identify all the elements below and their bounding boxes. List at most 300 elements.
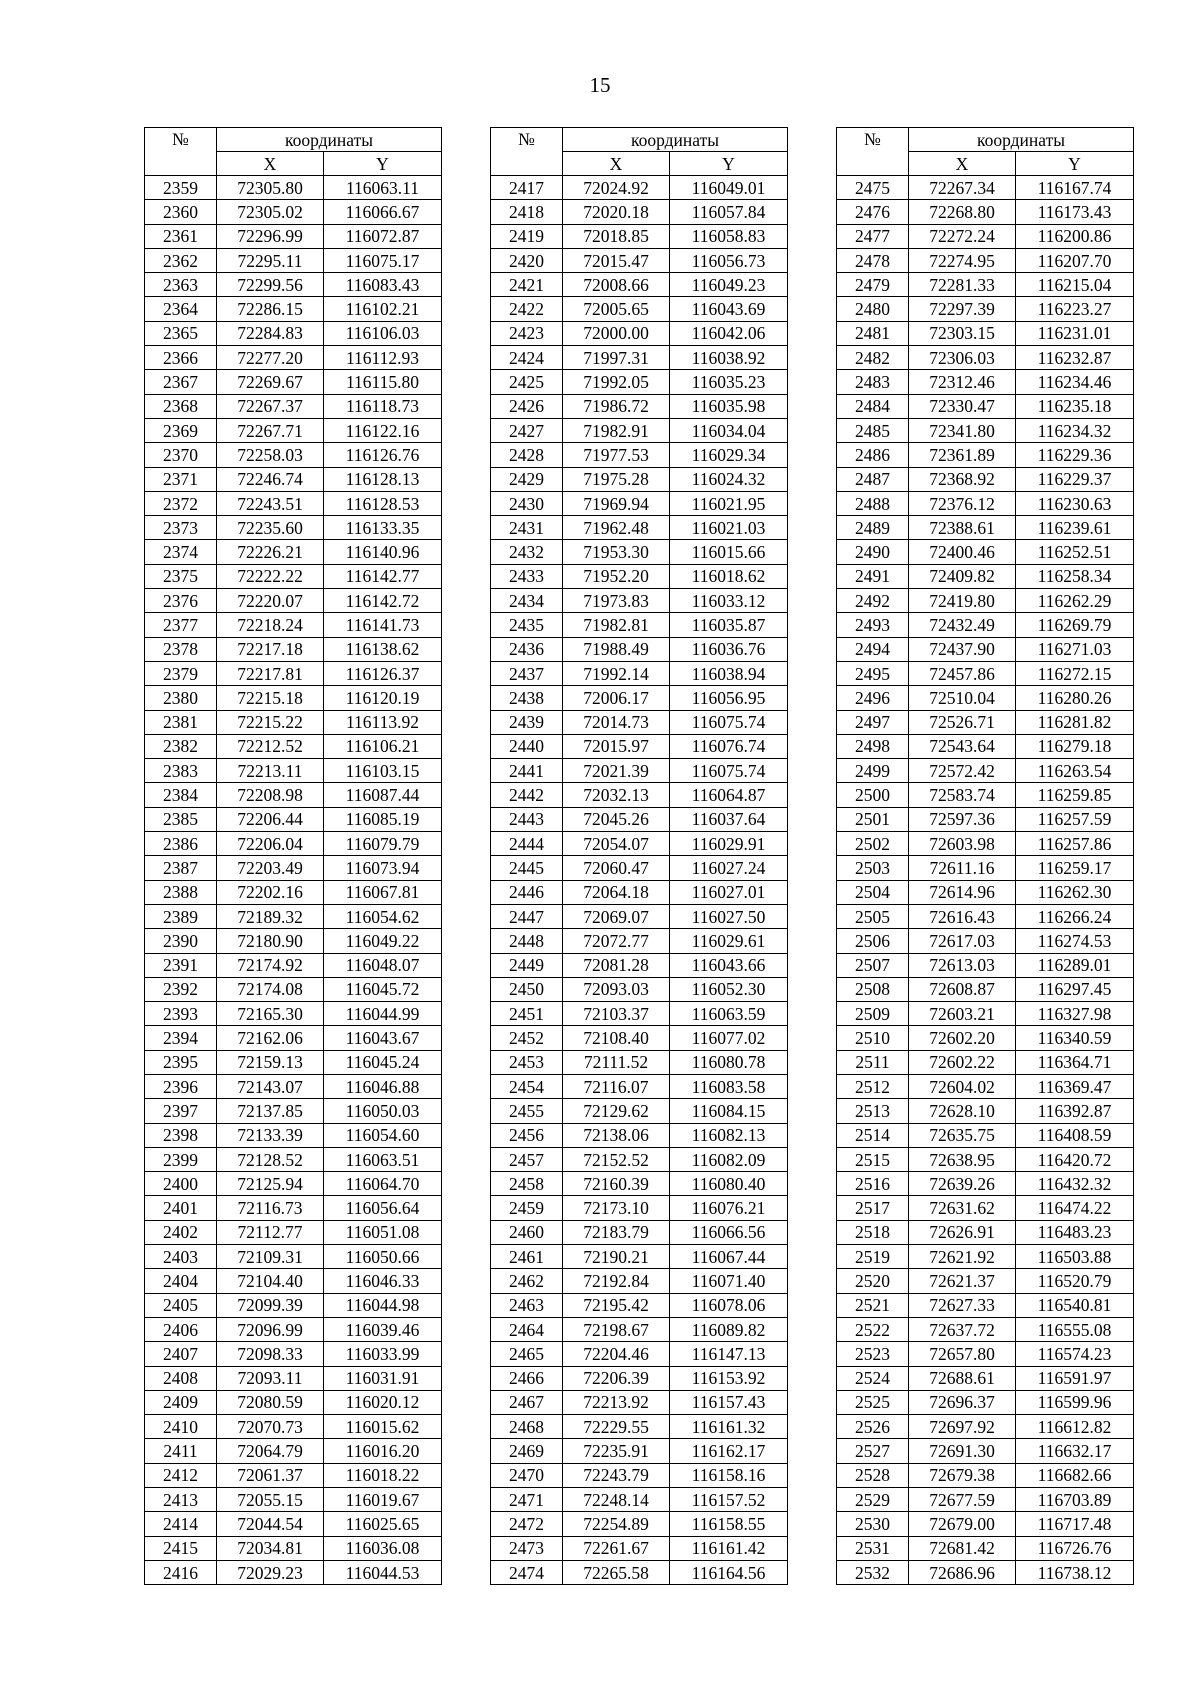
table-row xyxy=(491,1390,788,1414)
coord-x: 72679.00 xyxy=(909,1512,1016,1536)
table-row xyxy=(145,1488,442,1512)
table-row xyxy=(491,1342,788,1366)
table-row xyxy=(837,1560,1134,1584)
coord-x: 72268.80 xyxy=(909,200,1016,224)
coord-y: 116082.09 xyxy=(670,1147,788,1171)
table-row xyxy=(491,904,788,928)
coord-y: 116138.62 xyxy=(324,637,442,661)
table-row xyxy=(145,1099,442,1123)
table-row xyxy=(145,1560,442,1584)
coord-x: 72635.75 xyxy=(909,1123,1016,1147)
coord-y: 116158.55 xyxy=(670,1512,788,1536)
coord-x: 72015.47 xyxy=(563,248,670,272)
table-row xyxy=(837,1488,1134,1512)
coord-y: 116126.76 xyxy=(324,443,442,467)
coord-y: 116080.78 xyxy=(670,1050,788,1074)
point-number: 2389 xyxy=(145,904,217,928)
coord-y: 116118.73 xyxy=(324,394,442,418)
coord-y: 116027.01 xyxy=(670,880,788,904)
coord-x: 72116.73 xyxy=(217,1196,324,1220)
table-row xyxy=(837,1390,1134,1414)
table-row xyxy=(145,1172,442,1196)
table-row xyxy=(837,1147,1134,1171)
table-row xyxy=(837,1220,1134,1244)
point-number: 2394 xyxy=(145,1026,217,1050)
coord-y: 116036.76 xyxy=(670,637,788,661)
table-row xyxy=(491,613,788,637)
table-row xyxy=(491,1245,788,1269)
table-row xyxy=(145,540,442,564)
table-row xyxy=(837,1074,1134,1098)
table-row xyxy=(145,589,442,613)
point-number: 2409 xyxy=(145,1390,217,1414)
header-coordinates: координаты xyxy=(563,128,788,152)
coord-x: 72572.42 xyxy=(909,759,1016,783)
table-row xyxy=(837,370,1134,394)
table-row xyxy=(491,443,788,467)
header-x: X xyxy=(217,152,324,176)
table-row xyxy=(491,1415,788,1439)
coord-x: 72129.62 xyxy=(563,1099,670,1123)
coord-x: 72032.13 xyxy=(563,783,670,807)
coord-y: 116015.62 xyxy=(324,1415,442,1439)
coord-y: 116079.79 xyxy=(324,832,442,856)
point-number: 2368 xyxy=(145,394,217,418)
table-row xyxy=(145,1293,442,1317)
coord-x: 72638.95 xyxy=(909,1147,1016,1171)
coord-x: 72274.95 xyxy=(909,248,1016,272)
coord-y: 116280.26 xyxy=(1016,686,1134,710)
point-number: 2429 xyxy=(491,467,563,491)
coord-y: 116050.66 xyxy=(324,1245,442,1269)
table-row xyxy=(837,880,1134,904)
coord-x: 72697.92 xyxy=(909,1415,1016,1439)
coord-y: 116043.69 xyxy=(670,297,788,321)
table-row xyxy=(145,1220,442,1244)
table-row xyxy=(837,321,1134,345)
coord-y: 116063.51 xyxy=(324,1147,442,1171)
table-row xyxy=(491,176,788,200)
point-number: 2373 xyxy=(145,516,217,540)
coord-y: 116230.63 xyxy=(1016,491,1134,515)
point-number: 2472 xyxy=(491,1512,563,1536)
table-row xyxy=(145,783,442,807)
coord-y: 116046.33 xyxy=(324,1269,442,1293)
coord-x: 72203.49 xyxy=(217,856,324,880)
point-number: 2387 xyxy=(145,856,217,880)
coord-y: 116056.73 xyxy=(670,248,788,272)
coord-y: 116085.19 xyxy=(324,807,442,831)
coord-x: 72295.11 xyxy=(217,248,324,272)
coord-y: 116038.94 xyxy=(670,661,788,685)
coord-y: 116717.48 xyxy=(1016,1512,1134,1536)
coord-x: 72526.71 xyxy=(909,710,1016,734)
coord-y: 116259.17 xyxy=(1016,856,1134,880)
coord-x: 72152.52 xyxy=(563,1147,670,1171)
table-row xyxy=(837,1439,1134,1463)
point-number: 2517 xyxy=(837,1196,909,1220)
coord-y: 116071.40 xyxy=(670,1269,788,1293)
table-row xyxy=(145,248,442,272)
point-number: 2359 xyxy=(145,176,217,200)
table-row xyxy=(491,394,788,418)
point-number: 2410 xyxy=(145,1415,217,1439)
table-row xyxy=(491,710,788,734)
coord-y: 116520.79 xyxy=(1016,1269,1134,1293)
point-number: 2400 xyxy=(145,1172,217,1196)
point-number: 2407 xyxy=(145,1342,217,1366)
coord-y: 116083.43 xyxy=(324,273,442,297)
coord-y: 116591.97 xyxy=(1016,1366,1134,1390)
point-number: 2532 xyxy=(837,1560,909,1584)
coord-x: 72679.38 xyxy=(909,1463,1016,1487)
coord-y: 116340.59 xyxy=(1016,1026,1134,1050)
coord-x: 72206.44 xyxy=(217,807,324,831)
coord-x: 72174.92 xyxy=(217,953,324,977)
coord-x: 72305.02 xyxy=(217,200,324,224)
coord-x: 72081.28 xyxy=(563,953,670,977)
coord-x: 72000.00 xyxy=(563,321,670,345)
coord-x: 72064.18 xyxy=(563,880,670,904)
coord-y: 116035.87 xyxy=(670,613,788,637)
point-number: 2422 xyxy=(491,297,563,321)
table-row xyxy=(837,686,1134,710)
table-row xyxy=(491,1123,788,1147)
coord-y: 116161.32 xyxy=(670,1415,788,1439)
table-row xyxy=(491,1196,788,1220)
coord-x: 72218.24 xyxy=(217,613,324,637)
table-row xyxy=(145,443,442,467)
coord-y: 116262.29 xyxy=(1016,589,1134,613)
coord-y: 116234.32 xyxy=(1016,418,1134,442)
point-number: 2480 xyxy=(837,297,909,321)
point-number: 2369 xyxy=(145,418,217,442)
table-row xyxy=(491,491,788,515)
coord-y: 116029.91 xyxy=(670,832,788,856)
point-number: 2360 xyxy=(145,200,217,224)
coord-y: 116272.15 xyxy=(1016,661,1134,685)
header-x: X xyxy=(909,152,1016,176)
table-row xyxy=(837,613,1134,637)
point-number: 2484 xyxy=(837,394,909,418)
coord-y: 116039.46 xyxy=(324,1317,442,1341)
point-number: 2468 xyxy=(491,1415,563,1439)
coord-x: 72254.89 xyxy=(563,1512,670,1536)
table-row xyxy=(837,589,1134,613)
point-number: 2462 xyxy=(491,1269,563,1293)
table-row xyxy=(837,467,1134,491)
coord-y: 116266.24 xyxy=(1016,904,1134,928)
table-row xyxy=(491,589,788,613)
coord-x: 72109.31 xyxy=(217,1245,324,1269)
table-row xyxy=(837,1245,1134,1269)
header-y: Y xyxy=(670,152,788,176)
point-number: 2398 xyxy=(145,1123,217,1147)
point-number: 2509 xyxy=(837,1002,909,1026)
point-number: 2504 xyxy=(837,880,909,904)
header-number: № xyxy=(145,128,217,176)
coord-x: 72341.80 xyxy=(909,418,1016,442)
coord-y: 116234.46 xyxy=(1016,370,1134,394)
point-number: 2378 xyxy=(145,637,217,661)
table-row xyxy=(145,1147,442,1171)
coord-x: 72206.04 xyxy=(217,832,324,856)
coord-x: 72616.43 xyxy=(909,904,1016,928)
coord-y: 116271.03 xyxy=(1016,637,1134,661)
coord-y: 116063.11 xyxy=(324,176,442,200)
table-row xyxy=(837,1463,1134,1487)
coord-x: 71973.83 xyxy=(563,589,670,613)
point-number: 2456 xyxy=(491,1123,563,1147)
table-row xyxy=(491,929,788,953)
coord-y: 116031.91 xyxy=(324,1366,442,1390)
table-row xyxy=(837,1196,1134,1220)
coord-y: 116408.59 xyxy=(1016,1123,1134,1147)
point-number: 2446 xyxy=(491,880,563,904)
point-number: 2511 xyxy=(837,1050,909,1074)
point-number: 2507 xyxy=(837,953,909,977)
coord-x: 72376.12 xyxy=(909,491,1016,515)
table-row xyxy=(837,783,1134,807)
table-row xyxy=(145,1026,442,1050)
point-number: 2521 xyxy=(837,1293,909,1317)
point-number: 2464 xyxy=(491,1317,563,1341)
table-row xyxy=(837,176,1134,200)
point-number: 2529 xyxy=(837,1488,909,1512)
table-row xyxy=(837,1293,1134,1317)
coord-y: 116033.12 xyxy=(670,589,788,613)
coord-x: 72104.40 xyxy=(217,1269,324,1293)
coord-x: 72192.84 xyxy=(563,1269,670,1293)
point-number: 2423 xyxy=(491,321,563,345)
coord-y: 116599.96 xyxy=(1016,1390,1134,1414)
coord-x: 72639.26 xyxy=(909,1172,1016,1196)
point-number: 2523 xyxy=(837,1342,909,1366)
coord-y: 116153.92 xyxy=(670,1366,788,1390)
table-row xyxy=(491,977,788,1001)
table-row xyxy=(837,832,1134,856)
point-number: 2512 xyxy=(837,1074,909,1098)
coord-x: 72108.40 xyxy=(563,1026,670,1050)
coord-x: 72657.80 xyxy=(909,1342,1016,1366)
table-row xyxy=(837,1415,1134,1439)
point-number: 2396 xyxy=(145,1074,217,1098)
table-row xyxy=(837,807,1134,831)
coord-x: 72409.82 xyxy=(909,564,1016,588)
coord-x: 72286.15 xyxy=(217,297,324,321)
coord-x: 72611.16 xyxy=(909,856,1016,880)
coord-y: 116142.72 xyxy=(324,589,442,613)
coord-y: 116050.03 xyxy=(324,1099,442,1123)
table-row xyxy=(491,1099,788,1123)
coord-x: 72597.36 xyxy=(909,807,1016,831)
table-row xyxy=(491,1512,788,1536)
coord-x: 72208.98 xyxy=(217,783,324,807)
table-row xyxy=(491,297,788,321)
coord-x: 72432.49 xyxy=(909,613,1016,637)
coord-x: 72261.67 xyxy=(563,1536,670,1560)
coord-y: 116239.61 xyxy=(1016,516,1134,540)
coord-x: 72235.60 xyxy=(217,516,324,540)
coord-x: 72621.92 xyxy=(909,1245,1016,1269)
table-row xyxy=(145,1196,442,1220)
point-number: 2436 xyxy=(491,637,563,661)
coord-y: 116128.53 xyxy=(324,491,442,515)
point-number: 2363 xyxy=(145,273,217,297)
coord-y: 116015.66 xyxy=(670,540,788,564)
coord-y: 116106.21 xyxy=(324,734,442,758)
point-number: 2475 xyxy=(837,176,909,200)
coord-x: 72096.99 xyxy=(217,1317,324,1341)
table-row xyxy=(145,661,442,685)
coord-y: 116207.70 xyxy=(1016,248,1134,272)
table-row xyxy=(145,856,442,880)
coord-x: 72111.52 xyxy=(563,1050,670,1074)
table-row xyxy=(837,856,1134,880)
coord-x: 72243.51 xyxy=(217,491,324,515)
header-coordinates: координаты xyxy=(909,128,1134,152)
point-number: 2444 xyxy=(491,832,563,856)
table-row xyxy=(145,832,442,856)
table-row xyxy=(145,1536,442,1560)
table-row xyxy=(837,734,1134,758)
point-number: 2477 xyxy=(837,224,909,248)
table-row xyxy=(145,1390,442,1414)
point-number: 2401 xyxy=(145,1196,217,1220)
table-row xyxy=(491,637,788,661)
table-row xyxy=(145,176,442,200)
coord-y: 116016.20 xyxy=(324,1439,442,1463)
point-number: 2448 xyxy=(491,929,563,953)
point-number: 2425 xyxy=(491,370,563,394)
coord-x: 72437.90 xyxy=(909,637,1016,661)
coord-y: 116033.99 xyxy=(324,1342,442,1366)
table-row xyxy=(145,1342,442,1366)
table-row xyxy=(837,224,1134,248)
coord-y: 116057.84 xyxy=(670,200,788,224)
coord-x: 72215.22 xyxy=(217,710,324,734)
coord-x: 72044.54 xyxy=(217,1512,324,1536)
point-number: 2515 xyxy=(837,1147,909,1171)
point-number: 2419 xyxy=(491,224,563,248)
coord-y: 116327.98 xyxy=(1016,1002,1134,1026)
point-number: 2390 xyxy=(145,929,217,953)
coord-y: 116115.80 xyxy=(324,370,442,394)
table-row xyxy=(145,1439,442,1463)
point-number: 2487 xyxy=(837,467,909,491)
point-number: 2485 xyxy=(837,418,909,442)
coord-x: 72173.10 xyxy=(563,1196,670,1220)
coord-y: 116066.56 xyxy=(670,1220,788,1244)
point-number: 2404 xyxy=(145,1269,217,1293)
coord-x: 72677.59 xyxy=(909,1488,1016,1512)
table-row xyxy=(491,1002,788,1026)
point-number: 2466 xyxy=(491,1366,563,1390)
coord-x: 72183.79 xyxy=(563,1220,670,1244)
point-number: 2411 xyxy=(145,1439,217,1463)
coord-y: 116128.13 xyxy=(324,467,442,491)
coord-y: 116173.43 xyxy=(1016,200,1134,224)
coord-x: 71953.30 xyxy=(563,540,670,564)
coord-y: 116555.08 xyxy=(1016,1317,1134,1341)
coord-x: 72215.18 xyxy=(217,686,324,710)
coord-y: 116043.66 xyxy=(670,953,788,977)
point-number: 2403 xyxy=(145,1245,217,1269)
coord-x: 72457.86 xyxy=(909,661,1016,685)
coord-x: 71977.53 xyxy=(563,443,670,467)
coord-y: 116051.08 xyxy=(324,1220,442,1244)
coord-x: 72222.22 xyxy=(217,564,324,588)
coord-y: 116682.66 xyxy=(1016,1463,1134,1487)
coord-y: 116167.74 xyxy=(1016,176,1134,200)
coord-y: 116087.44 xyxy=(324,783,442,807)
coord-x: 72388.61 xyxy=(909,516,1016,540)
coord-x: 72269.67 xyxy=(217,370,324,394)
coord-x: 72306.03 xyxy=(909,346,1016,370)
table-row xyxy=(491,1439,788,1463)
table-row xyxy=(837,516,1134,540)
point-number: 2492 xyxy=(837,589,909,613)
table-row xyxy=(837,200,1134,224)
point-number: 2412 xyxy=(145,1463,217,1487)
coord-y: 116027.24 xyxy=(670,856,788,880)
table-row xyxy=(491,1488,788,1512)
coord-x: 72265.58 xyxy=(563,1560,670,1584)
coord-x: 71997.31 xyxy=(563,346,670,370)
point-number: 2479 xyxy=(837,273,909,297)
point-number: 2528 xyxy=(837,1463,909,1487)
table-row xyxy=(491,248,788,272)
coord-x: 72098.33 xyxy=(217,1342,324,1366)
coord-y: 116018.62 xyxy=(670,564,788,588)
point-number: 2454 xyxy=(491,1074,563,1098)
point-number: 2526 xyxy=(837,1415,909,1439)
table-row xyxy=(491,880,788,904)
coord-y: 116257.59 xyxy=(1016,807,1134,831)
point-number: 2421 xyxy=(491,273,563,297)
coord-y: 116229.37 xyxy=(1016,467,1134,491)
header-y: Y xyxy=(324,152,442,176)
coord-y: 116077.02 xyxy=(670,1026,788,1050)
table-row xyxy=(837,977,1134,1001)
point-number: 2494 xyxy=(837,637,909,661)
point-number: 2467 xyxy=(491,1390,563,1414)
header-number: № xyxy=(491,128,563,176)
coord-x: 72627.33 xyxy=(909,1293,1016,1317)
coord-y: 116045.24 xyxy=(324,1050,442,1074)
coord-y: 116029.61 xyxy=(670,929,788,953)
coord-x: 72045.26 xyxy=(563,807,670,831)
coord-y: 116474.22 xyxy=(1016,1196,1134,1220)
table-row xyxy=(491,807,788,831)
table-row xyxy=(837,1366,1134,1390)
coord-y: 116082.13 xyxy=(670,1123,788,1147)
table-row xyxy=(491,1366,788,1390)
coord-x: 72189.32 xyxy=(217,904,324,928)
coord-y: 116019.67 xyxy=(324,1488,442,1512)
table-row xyxy=(491,418,788,442)
point-number: 2469 xyxy=(491,1439,563,1463)
coord-x: 72613.03 xyxy=(909,953,1016,977)
point-number: 2498 xyxy=(837,734,909,758)
point-number: 2519 xyxy=(837,1245,909,1269)
coord-x: 72099.39 xyxy=(217,1293,324,1317)
point-number: 2443 xyxy=(491,807,563,831)
point-number: 2505 xyxy=(837,904,909,928)
point-number: 2463 xyxy=(491,1293,563,1317)
table-row xyxy=(837,1026,1134,1050)
table-row xyxy=(491,953,788,977)
